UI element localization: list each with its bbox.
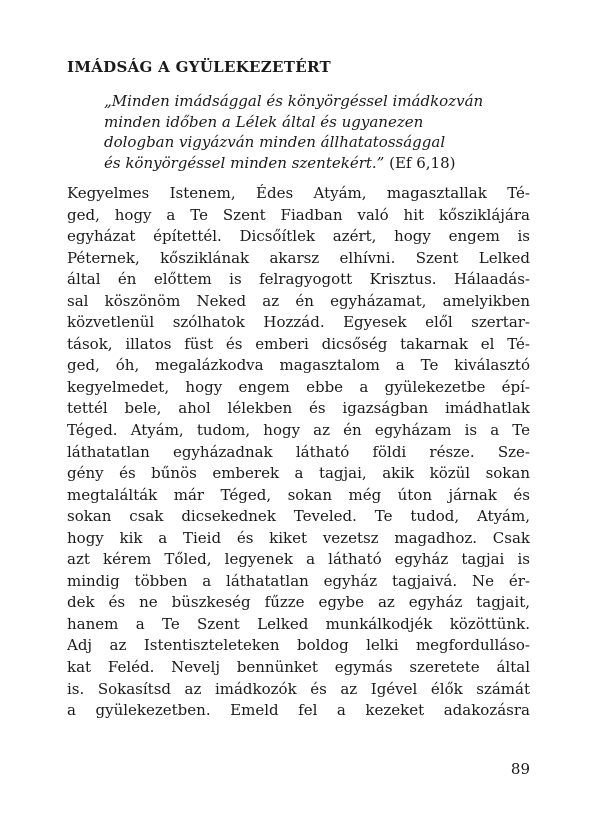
- body-line: Adj az Istentiszteleteken boldog lelki megfordulláso-: [67, 636, 530, 655]
- body-line: tettél bele, ahol lélekben és igazságban imádhatlak: [67, 399, 530, 418]
- body-line: láthatatlan egyházadnak látható földi része. Sze-: [67, 442, 530, 461]
- body-line: egyházat építettél. Dicsőítlek azért, hogy engem is: [67, 227, 530, 246]
- body-line: Kegyelmes Istenem, Édes Atyám, magasztallak Té-: [67, 184, 530, 202]
- body-line: sal köszönöm Neked az én egyházamat, amelyikben: [67, 291, 530, 310]
- body-line: által én előttem is felragyogott Krisztus. Hálaadás-: [67, 270, 530, 289]
- body-line: hogy kik a Tieid és kiket vezetsz magadhoz. Csak: [67, 528, 530, 547]
- body-line: kat Feléd. Nevelj bennünket egymás szeretete által: [67, 658, 530, 677]
- body-line: közvetlenül szólhatok Hozzád. Egyesek elől szertar-: [67, 313, 530, 332]
- body-line: dek és ne büszkeség fűzze egybe az egyház tagjait,: [67, 593, 530, 612]
- body-line: mindig többen a láthatatlan egyház tagjaivá. Ne ér-: [67, 571, 530, 590]
- body-line: sokan csak dicsekednek Teveled. Te tudod, Atyám,: [67, 507, 530, 526]
- prayer-body: [67, 183, 530, 722]
- scripture-reference: (Ef 6,18): [384, 153, 456, 172]
- epigraph: [104, 91, 544, 173]
- epigraph-line: minden időben a Lélek által és ugyanezen: [104, 112, 424, 131]
- body-line: hanem a Te Szent Lelked munkálkodjék közöttünk.: [67, 614, 530, 633]
- body-line: megtalálták már Téged, sokan még úton járnak és: [67, 485, 530, 504]
- body-line: Péternek, kősziklának akarsz elhívni. Szent Lelked: [67, 248, 530, 267]
- body-line: azt kérem Tőled, legyenek a látható egyház tagjai is: [67, 550, 530, 569]
- section-title: IMÁDSÁG A GYÜLEKEZETÉRT: [67, 58, 331, 76]
- epigraph-line: és könyörgéssel minden szentekért.”: [104, 153, 385, 172]
- epigraph-line: „Minden imádsággal és könyörgéssel imádkozván: [104, 92, 484, 110]
- epigraph-line: dologban vigyázván minden állhatatossággal: [104, 133, 446, 151]
- body-line: a gyülekezetben. Emeld fel a kezeket adakozásra: [67, 701, 530, 720]
- epigraph-last-line: [104, 153, 544, 174]
- body-line: Téged. Atyám, tudom, hogy az én egyházam is a Te: [67, 421, 530, 440]
- body-line: gény és bűnös emberek a tagjai, akik közül sokan: [67, 464, 530, 483]
- body-line: ged, óh, megalázkodva magasztalom a Te kiválasztó: [67, 356, 530, 375]
- body-line: ged, hogy a Te Szent Fiadban való hit kősziklájára: [67, 205, 530, 224]
- body-line: kegyelmedet, hogy engem ebbe a gyülekezetbe épí-: [67, 377, 530, 396]
- body-line: tások, illatos füst és emberi dicsőség takarnak el Té-: [67, 334, 530, 353]
- body-line: is. Sokasítsd az imádkozók és az Igével élők számát: [67, 679, 530, 698]
- page-number: 89: [510, 760, 530, 778]
